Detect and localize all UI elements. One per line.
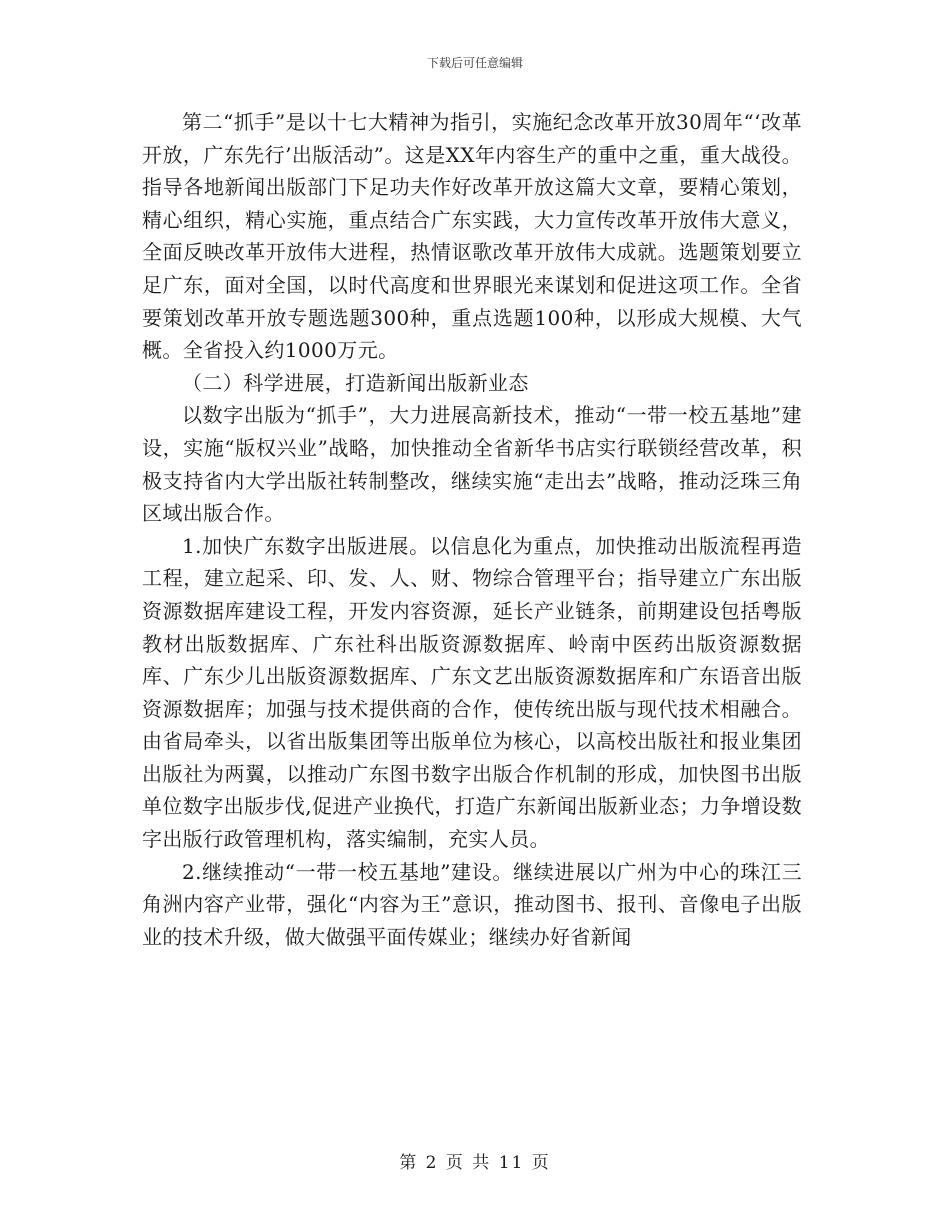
paragraph-2: 以数字出版为“抓手”，大力进展高新技术，推动“一带一校五基地”建设，实施“版权兴业”战略，加快推动全省新华书店实行联锁经营改革，积极支持省内大学出版社转制整改，继续实施“走出去”战略，推动泛珠三角区域出版合作。	[142, 403, 802, 526]
page-number-footer: 第 2 页 共 11 页	[399, 1153, 551, 1173]
paragraph-1: 第二“抓手”是以十七大精神为指引，实施纪念改革开放30周年“‘改革开放，广东先行’出版活动”。这是XX年内容生产的重中之重，重大战役。指导各地新闻出版部门下足功夫作好改革开放这篇大文章，要精心策划，精心组织，精心实施，重点结合广东实践，大力宣传改革开放伟大意义，全面反映改革开放伟大进程，热情讴歌改革开放伟大成就。选题策划要立足广东，面对全国，以时代高度和世界眼光来谋划和促进这项工作。全省要策划改革开放专题选题300种，重点选题100种，以形成大规模、大气概。全省投入约1000万元。	[142, 110, 802, 363]
header-note: 下载后可任意编辑	[426, 56, 523, 70]
paragraph-3: 1.加快广东数字出版进展。以信息化为重点，加快推动出版流程再造工程，建立起采、印、发、人、财、物综合管理平台；指导建立广东出版资源数据库建设工程，开发内容资源，延长产业链条，前期建设包括粤版教材出版数据库、广东社科出版资源数据库、岭南中医药出版资源数据库、广东少儿出版资源数据库、广东文艺出版资源数据库和广东语音出版资源数据库；加强与技术提供商的合作，使传统出版与现代技术相融合。由省局牵头，以省出版集团等出版单位为核心，以高校出版社和报业集团出版社为两翼，以推动广东图书数字出版合作机制的形成，加快图书出版单位数字出版步伐,促进产业换代，打造广东新闻出版新业态；力争增设数字出版行政管理机构，落实编制，充实人员。	[142, 533, 802, 852]
document-body	[142, 106, 802, 953]
paragraph-4: 2.继续推动“一带一校五基地”建设。继续进展以广州为中心的珠江三角洲内容产业带，强化“内容为王”意识，推动图书、报刊、音像电子出版业的技术升级，做大做强平面传媒业；继续办好省新闻	[142, 859, 802, 949]
section-heading: （二）科学进展，打造新闻出版新业态	[182, 370, 529, 395]
